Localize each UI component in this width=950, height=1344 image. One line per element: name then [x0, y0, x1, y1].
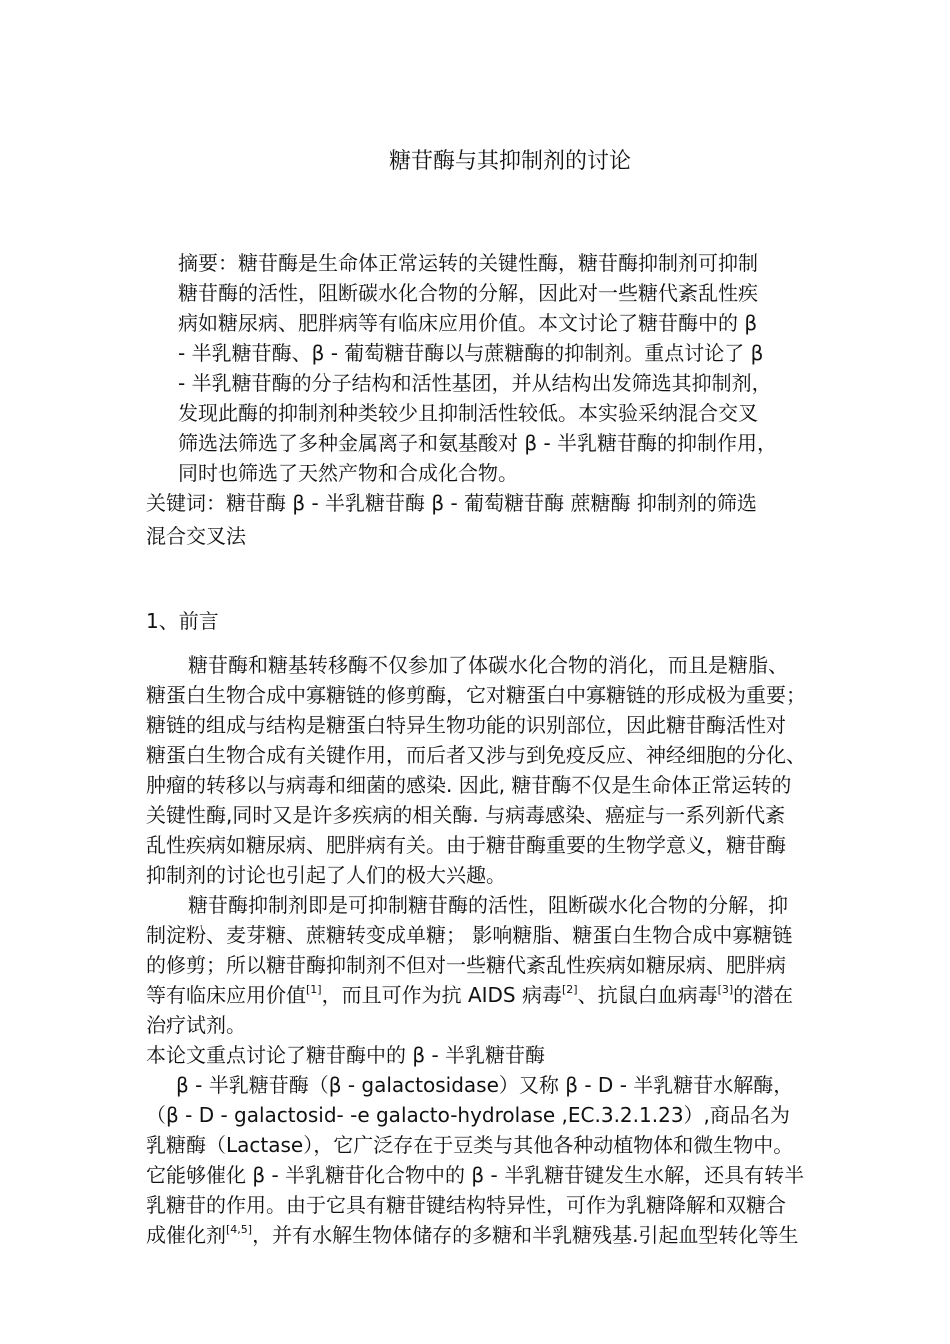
text-run: 、抗鼠白血病毒 [577, 983, 718, 1007]
paragraph-line: 糖链的组成与结构是糖蛋白特异生物功能的识别部位，因此糖苷酶活性对 [146, 713, 786, 737]
text-run: ，而且可作为抗 AIDS 病毒 [321, 983, 562, 1007]
text-run: 成催化剂 [146, 1223, 226, 1247]
abstract-line: 糖苷酶的活性，阻断碳水化合物的分解，因此对一些糖代紊乱性疾 [178, 281, 758, 305]
paragraph-line: 治疗试剂。 [146, 1013, 246, 1037]
abstract-line: 摘要：糖苷酶是生命体正常运转的关键性酶，糖苷酶抑制剂可抑制 [178, 251, 758, 275]
paragraph-line: β - 半乳糖苷酶（β - galactosidase）又称 β - D - 半乳糖苷水解酶， [176, 1073, 794, 1097]
paragraph-line: 的修剪；所以糖苷酶抑制剂不但对一些糖代紊乱性疾病如糖尿病、肥胖病 [146, 953, 786, 977]
keywords-line: 关键词：糖苷酶 β - 半乳糖苷酶 β - 葡萄糖苷酶 蔗糖酶 抑制剂的筛选 [146, 491, 757, 515]
paragraph-line: 乳糖苷的作用。由于它具有糖苷键结构特异性，可作为乳糖降解和双糖合 [146, 1193, 786, 1217]
text-run: ，并有水解生物体储存的多糖和半乳糖残基.引起血型转化等生 [252, 1223, 799, 1247]
sub-heading: 本论文重点讨论了糖苷酶中的 β - 半乳糖苷酶 [146, 1043, 546, 1067]
document-title: 糖苷酶与其抑制剂的讨论 [388, 149, 631, 174]
paragraph-line: 糖苷酶抑制剂即是可抑制糖苷酶的活性，阻断碳水化合物的分解，抑 [188, 893, 788, 917]
citation-ref: [4,5] [226, 1223, 253, 1236]
abstract-line: - 半乳糖苷酶的分子结构和活性基团，并从结构出发筛选其抑制剂， [178, 371, 772, 395]
abstract-line: 筛选法筛选了多种金属离子和氨基酸对 β - 半乳糖苷酶的抑制作用， [178, 431, 778, 455]
abstract-line: 同时也筛选了天然产物和合成化合物。 [178, 461, 518, 485]
paragraph-line: （β - D - galactosid- -e galacto-hydrolase ,EC.3.2.1.23）,商品名为 [146, 1103, 790, 1127]
abstract-line: 病如糖尿病、肥胖病等有临床应用价值。本文讨论了糖苷酶中的 β [178, 311, 758, 335]
paragraph-line: 制淀粉、麦芽糖、蔗糖转变成单糖； 影响糖脂、糖蛋白生物合成中寡糖链 [146, 923, 793, 947]
paragraph-line: 糖蛋白生物合成有关键作用，而后者又涉与到免疫反应、神经细胞的分化、 [146, 743, 806, 767]
abstract-line: - 半乳糖苷酶、β - 葡萄糖苷酶以与蔗糖酶的抑制剂。重点讨论了 β [178, 341, 764, 365]
paragraph-line: 关键性酶,同时又是许多疾病的相关酶. 与病毒感染、癌症与一系列新代紊 [146, 803, 786, 827]
keywords-line: 混合交叉法 [146, 524, 246, 548]
paragraph-line: 肿瘤的转移以与病毒和细菌的感染. 因此, 糖苷酶不仅是生命体正常运转的 [146, 773, 792, 797]
paragraph-line: 糖苷酶和糖基转移酶不仅参加了体碳水化合物的消化，而且是糖脂、 [188, 653, 788, 677]
abstract-line: 发现此酶的抑制剂种类较少且抑制活性较低。本实验采纳混合交叉 [178, 401, 758, 425]
section-heading: 1、前言 [146, 609, 219, 633]
paragraph-line: 抑制剂的讨论也引起了人们的极大兴趣。 [146, 863, 506, 887]
paragraph-line-with-citations [146, 980, 793, 1010]
citation-ref: [2] [561, 983, 578, 996]
citation-ref: [3] [717, 983, 734, 996]
paragraph-line: 糖蛋白生物合成中寡糖链的修剪酶，它对糖蛋白中寡糖链的形成极为重要； [146, 683, 806, 707]
text-run: 的潜在 [733, 983, 794, 1007]
citation-ref: [1] [306, 983, 322, 996]
paragraph-line: 乱性疾病如糖尿病、肥胖病有关。由于糖苷酶重要的生物学意义，糖苷酶 [146, 833, 786, 857]
paragraph-line: 乳糖酶（Lactase），它广泛存在于豆类与其他各种动植物体和微生物中。 [146, 1133, 794, 1157]
paragraph-line-with-citations [146, 1220, 798, 1250]
text-run: 等有临床应用价值 [146, 983, 306, 1007]
paragraph-line: 它能够催化 β - 半乳糖苷化合物中的 β - 半乳糖苷键发生水解，还具有转半 [146, 1163, 805, 1187]
